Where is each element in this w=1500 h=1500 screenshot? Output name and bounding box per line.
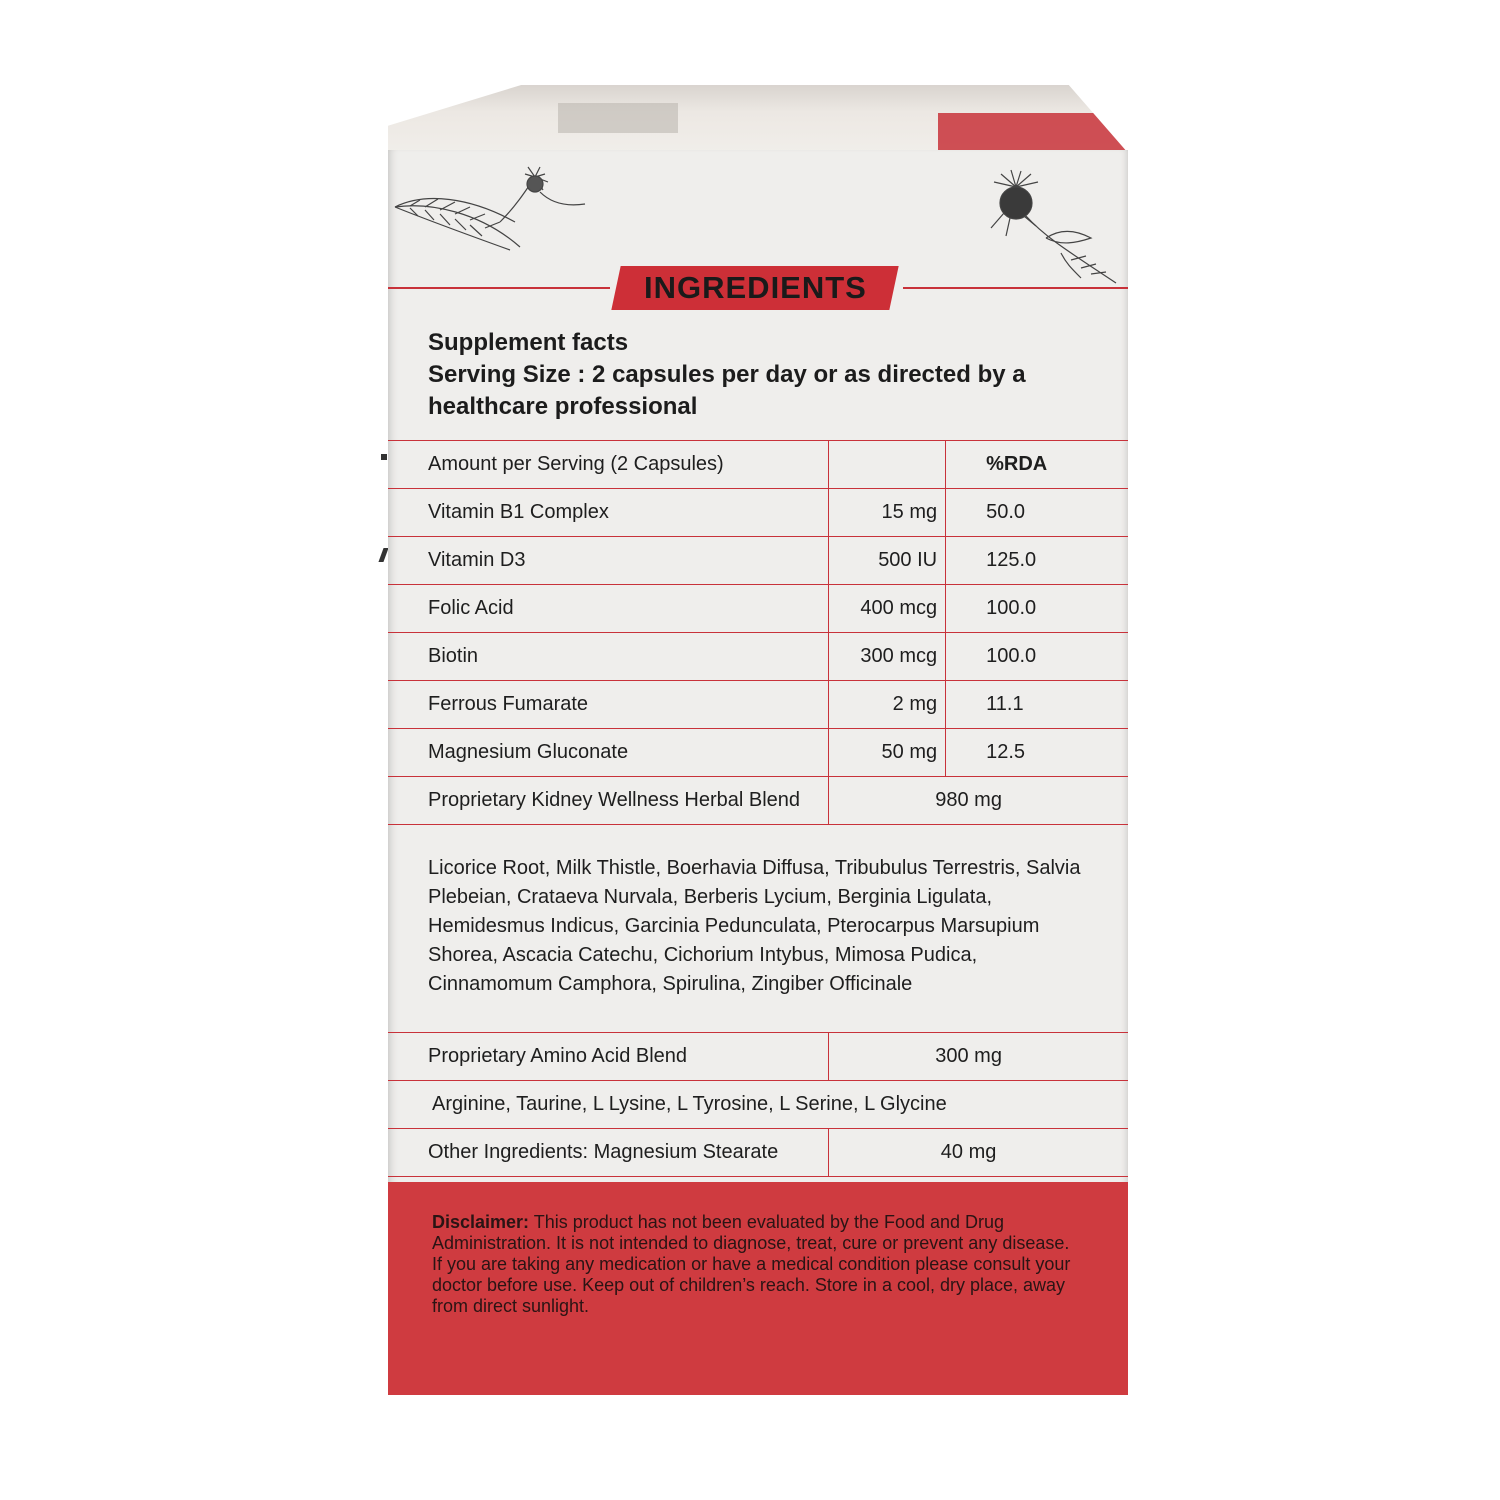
disclaimer-panel [388,1182,1128,1395]
herbal-blend-amount: 980 mg [829,777,1128,825]
side-mark [381,454,387,460]
row-rda: 100.0 [946,585,1128,633]
table-row [388,729,1128,777]
thistle-leaf-illustration [390,162,590,262]
herbal-blend-ingredients: Licorice Root, Milk Thistle, Boerhavia Diffusa, Tribubulus Terrestris, Salvia Plebeian, Crataeva Nurvala, Berberis Lycium, Berginia Ligulata, Hemidesmus Indicus, Garcinia Pedunculata, Pterocarpus Marsupium Shorea, Ascacia Catechu, Cichorium Intybus, Mimosa Pudica, Cinnamomum Camphora, Spirulina, Zingiber Officinale [388,825,1128,1033]
serving-size: Serving Size : 2 capsules per day or as directed by a healthcare professional [428,361,1026,420]
box-side-panel [388,150,1128,1395]
ingredients-heading [611,266,898,310]
supplement-facts-table [388,440,1128,1177]
ingredients-heading-text: INGREDIENTS [643,270,867,305]
amino-blend-name: Proprietary Amino Acid Blend [388,1033,829,1081]
amino-blend-ingredients-row [388,1081,1128,1129]
row-rda: 50.0 [946,489,1128,537]
row-amount: 500 IU [829,537,946,585]
row-rda: 125.0 [946,537,1128,585]
herbal-blend-name: Proprietary Kidney Wellness Herbal Blend [388,777,829,825]
facts-title: Supplement facts [428,329,629,356]
disclaimer-text-1: This product has not been evaluated by the Food and Drug Administration. It is not intended to diagnose, treat, cure or prevent any disease. [432,1212,1070,1253]
disclaimer-text [388,1182,1128,1317]
heading-rule-right [903,287,1128,289]
table-row [388,489,1128,537]
box-top-flap [388,85,1128,153]
row-name: Vitamin B1 Complex [388,489,829,537]
other-ingredients-name: Other Ingredients: Magnesium Stearate [388,1129,829,1177]
row-name: Magnesium Gluconate [388,729,829,777]
row-amount: 2 mg [829,681,946,729]
amino-blend-row [388,1033,1128,1081]
row-name: Biotin [388,633,829,681]
flap-red-print [938,113,1128,153]
row-rda: 11.1 [946,681,1128,729]
flap-print [558,103,678,133]
herbal-blend-row [388,777,1128,825]
row-rda: 100.0 [946,633,1128,681]
header-rda: %RDA [946,441,1128,489]
heading-rule-left [388,287,610,289]
row-name: Vitamin D3 [388,537,829,585]
disclaimer-label: Disclaimer: [432,1212,530,1232]
row-amount: 400 mcg [829,585,946,633]
table-row [388,537,1128,585]
row-rda: 12.5 [946,729,1128,777]
header-amount [829,441,946,489]
table-row [388,633,1128,681]
other-ingredients-row [388,1129,1128,1177]
amino-blend-ingredients: Arginine, Taurine, L Lysine, L Tyrosine, L Serine, L Glycine [388,1081,1128,1129]
table-header-row [388,441,1128,489]
thistle-flower-illustration [976,168,1126,288]
other-ingredients-amount: 40 mg [829,1129,1128,1177]
supplement-facts-title [428,327,1108,423]
row-amount: 300 mcg [829,633,946,681]
herbal-blend-ingredients-row [388,825,1128,1033]
table-row [388,681,1128,729]
header-name: Amount per Serving (2 Capsules) [388,441,829,489]
row-amount: 50 mg [829,729,946,777]
row-name: Ferrous Fumarate [388,681,829,729]
amino-blend-amount: 300 mg [829,1033,1128,1081]
disclaimer-text-2: If you are taking any medication or have a medical condition please consult your doctor before use. Keep out of children’s reach. Store in a cool, dry place, away from direct sunlight. [432,1254,1071,1316]
table-row [388,585,1128,633]
row-name: Folic Acid [388,585,829,633]
row-amount: 15 mg [829,489,946,537]
